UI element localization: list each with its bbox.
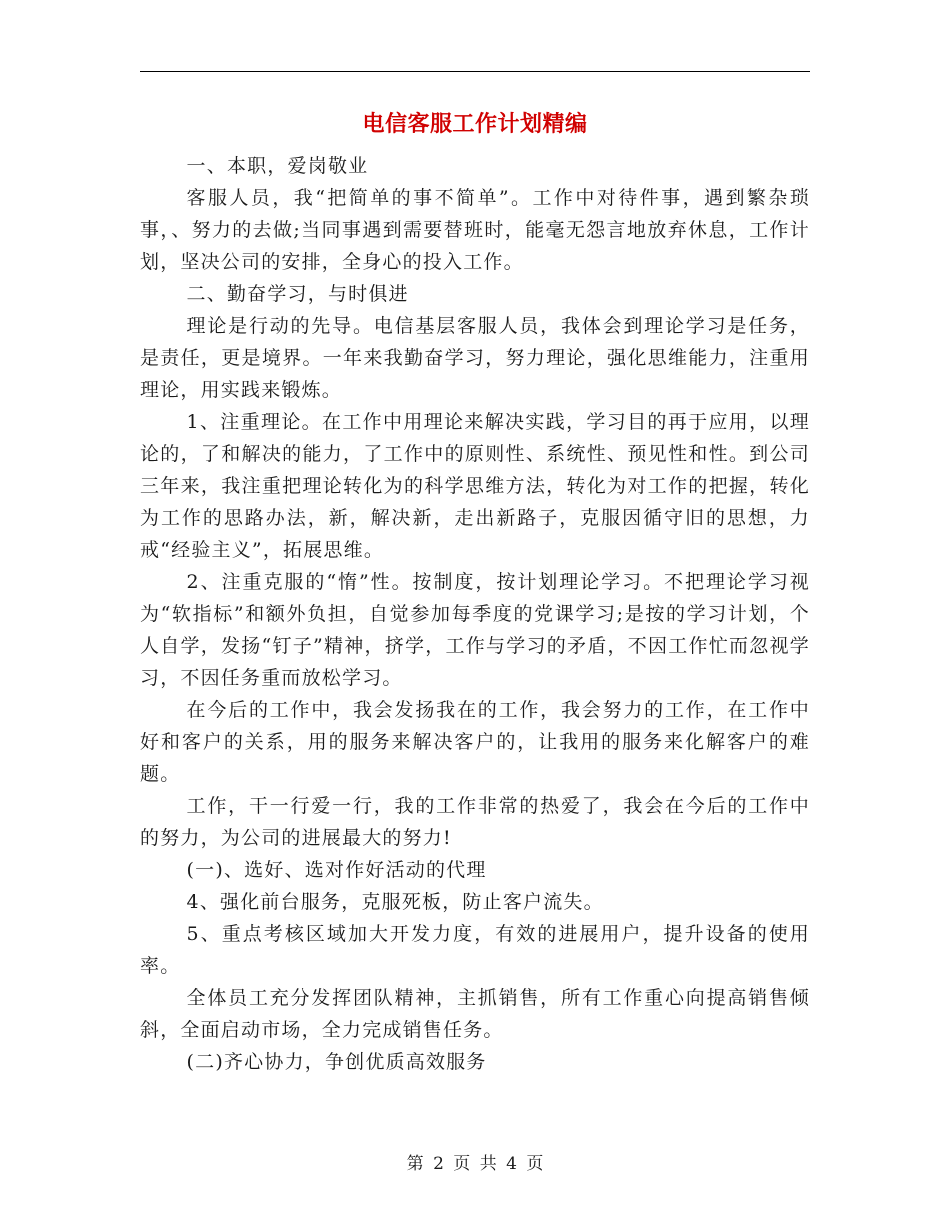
- paragraph: 一、本职，爱岗敬业: [186, 155, 369, 177]
- header-rule: [140, 71, 810, 72]
- document-body: [140, 150, 810, 1078]
- paragraph: (二)齐心协力，争创优质高效服务: [186, 1051, 487, 1073]
- paragraph: (一)、选好、选对作好活动的代理: [186, 859, 487, 881]
- page-number-footer: 第 2 页 共 4 页: [406, 1154, 544, 1174]
- paragraph: 全体员工充分发挥团队精神，主抓销售，所有工作重心向提高销售倾斜，全面启动市场，全力完成销售任务。: [140, 987, 810, 1041]
- paragraph: 4、强化前台服务，克服死板，防止客户流失。: [186, 891, 604, 913]
- paragraph: 1、注重理论。在工作中用理论来解决实践，学习目的再于应用，以理论的，了和解决的能力，了工作中的原则性、系统性、预见性和性。到公司三年来，我注重把理论转化为的科学思维方法，转化为对工作的把握，转化为工作的思路办法，新，解决新，走出新路子，克服因循守旧的思想，力戒“经验主义”，拓展思维。: [140, 411, 810, 561]
- paragraph: 二、勤奋学习，与时俱进: [186, 283, 409, 305]
- document-title: 电信客服工作计划精编: [362, 112, 588, 137]
- paragraph: 理论是行动的先导。电信基层客服人员，我体会到理论学习是任务，是责任，更是境界。一年来我勤奋学习，努力理论，强化思维能力，注重用理论，用实践来锻炼。: [140, 315, 810, 401]
- paragraph: 5、重点考核区域加大开发力度，有效的进展用户，提升设备的使用率。: [140, 923, 810, 977]
- paragraph: 工作，干一行爱一行，我的工作非常的热爱了，我会在今后的工作中的努力，为公司的进展最大的努力!: [140, 795, 810, 849]
- paragraph: 在今后的工作中，我会发扬我在的工作，我会努力的工作，在工作中好和客户的关系，用的服务来解决客户的，让我用的服务来化解客户的难题。: [140, 699, 810, 785]
- paragraph: 客服人员，我“把简单的事不简单”。工作中对待件事，遇到繁杂琐事，、努力的去做;当同事遇到需要替班时，能毫无怨言地放弃休息，工作计划，坚决公司的安排，全身心的投入工作。: [140, 187, 810, 273]
- paragraph: 2、注重克服的“惰”性。按制度，按计划理论学习。不把理论学习视为“软指标”和额外负担，自觉参加每季度的党课学习;是按的学习计划，个人自学，发扬“钉子”精神，挤学，工作与学习的矛盾，不因工作忙而忽视学习，不因任务重而放松学习。: [140, 571, 810, 689]
